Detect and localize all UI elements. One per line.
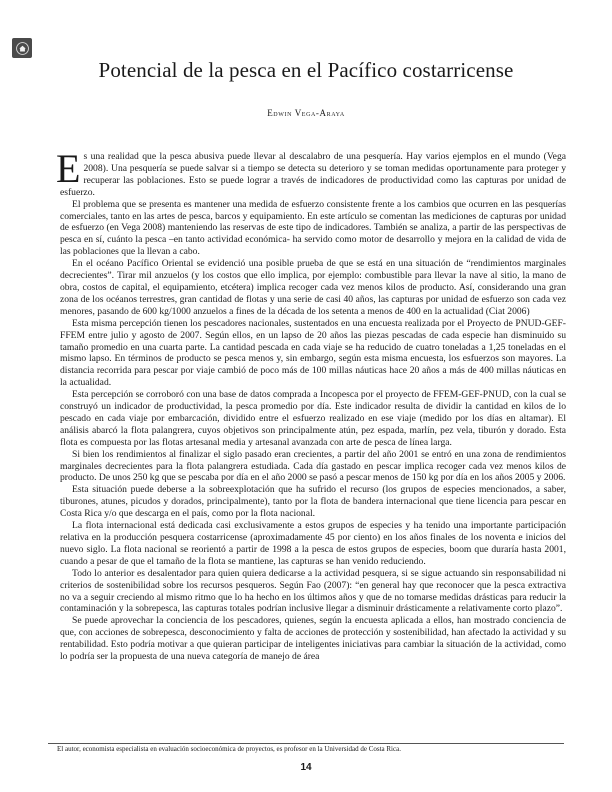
paragraph-1 (56, 146, 566, 199)
paragraph-10: Se puede aprovechar la conciencia de los pescadores, quienes, según la encuesta aplicada a ellos, han mostrado conciencia de que, con acciones de sobrepesca, desconocimiento y falta de acciones de protección y sostenibilidad, han afectado la actividad y su rentabilidad. Esto podría motivar a que quieran participar de inteligentes iniciativas para cambiar la situación de la actividad, como lo podría ser la propuesta de una nueva categoría de manejo de área (60, 615, 566, 663)
home-button[interactable] (12, 38, 32, 58)
paragraph-3: En el océano Pacífico Oriental se evidenció una posible prueba de que se está en una situación de “rendimientos marginales decrecientes”. Tirar mil anzuelos (y los costos que ello implica, por ejemplo: combustible para llevar la nave al sitio, la mano de obra, costos de capital, el equipamiento, etcétera) implica recoger cada vez menos kilos de producto. Así, considerando una gran zona de los océanos terrestres, gran cantidad de flotas y una serie de casi 40 años, las capturas por unidad de esfuerzo son cada vez menores, pasando de 600 kg/1000 anzuelos a fines de la década de los setenta a menos de 400 en la actualidad (Ciat 2006) (60, 258, 566, 317)
paragraph-2: El problema que se presenta es mantener una medida de esfuerzo consistente frente a los cambios que ocurren en las pesquerías comerciales, tanto en las artes de pesca, barcos y equipamiento. En este artículo se comentan las mediciones de capturas por unidad de esfuerzo (en Vega 2008) manteniendo las reservas de este tipo de indicadores. También se analiza, a partir de las perspectivas de pesca en sí, cuánto la pesca –en tanto actividad económica- ha servido como motor de desarrollo y mejora en la calidad de vida de las poblaciones que la llevan a cabo. (60, 198, 566, 258)
home-icon (16, 42, 29, 55)
author-name: Edwin Vega-Araya (267, 108, 345, 118)
paragraph-5: Esta percepción se corroboró con una base de datos comprada a Incopesca por el proyecto de FFEM-GEF-PNUD, con la cual se construyó un indicador de productividad, la pesca promedio por día. Este indicador resulta de dividir la cantidad en kilos de lo pescado en cada viaje por embarcación, dividido entre el esfuerzo realizado en ese viaje (medido por los días en altamar). El análisis abarcó la flota palangrera, cuyos objetivos son principalmente atún, pez espada, marlín, pez vela, tiburón y dorado. Esta flota es compuesta por las flotas artesanal media y artesanal avanzada con arte de pesca de línea larga. (60, 389, 566, 448)
footnote: El autor, economista especialista en evaluación socioeconómica de proyectos, es profesor en la Universidad de Costa Rica. (57, 745, 401, 753)
paragraph-4: Esta misma percepción tienen los pescadores nacionales, sustentados en una encuesta realizada por el Proyecto de PNUD-GEF-FFEM entre julio y agosto de 2007. Según ellos, en un lapso de 20 años las piezas pescadas de cada especie han disminuido su tamaño promedio en una cuarta parte. La cantidad pescada en cada viaje se ha reducido de cuatro toneladas a 1,25 toneladas en el mismo lapso. En términos de producto se pesca menos y, sin embargo, según esta misma encuesta, los esfuerzos son mayores. La distancia recorrida para pescar por viaje cambió de poco más de 100 millas náuticas hace 20 años a más de 400 millas náuticas en la actualidad. (60, 317, 566, 389)
paragraph-8: La flota internacional está dedicada casi exclusivamente a estos grupos de especies y ha tenido una importante participación relativa en la producción pesquera costarricense (aproximadamente 45 por ciento) en los años finales de los noventa e inicios del nuevo siglo. La flota nacional se reorientó a partir de 1998 a la pesca de estos grupos de especies, boom que duraría hasta 2001, cuando a pesar de que el tamaño de la flota se mantiene, las capturas se han venido reduciendo. (60, 520, 566, 567)
paragraph-6: Si bien los rendimientos al finalizar el siglo pasado eran crecientes, a partir del año 2001 se entró en una zona de rendimientos marginales decrecientes para la flota palangrera estudiada. Cada día gastado en pescar implica recoger cada vez menos kilos de producto. De unos 250 kg que se pescaba por día en el año 2000 se pasó a pescar menos de 150 kg por día en los años 2005 y 2006. (60, 448, 566, 484)
page-title: Potencial de la pesca en el Pacífico costarricense (98, 58, 514, 83)
paragraph-7: Esta situación puede deberse a la sobreexplotación que ha sufrido el recurso (los grupos de especies mencionados, a saber, tiburones, atunes, picudos y dorados, principalmente), tanto por la flota de bandera internacional que tiene licencia para pescar en Costa Rica y/o que descarga en el país, como por la flota nacional. (60, 484, 566, 520)
article-body (56, 146, 566, 663)
page-number: 14 (300, 762, 312, 773)
paragraph-text: s una realidad que la pesca abusiva puede llevar al descalabro de una pesquería. Hay varios ejemplos en el mundo (Vega 2008). Una pesquería se puede salvar si a tiempo se detecta su deterioro y se toman medidas oportunamente para proteger y recuperar las poblaciones. Esto se puede lograr a través de indicadores de productividad como las capturas por unidad de esfuerzo. (60, 151, 566, 198)
paragraph-9: Todo lo anterior es desalentador para quien quiera dedicarse a la actividad pesquera, si se sigue actuando sin responsabilidad ni criterios de sostenibilidad sobre los recursos pesqueros. Según Fao (2007): “en general hay que reconocer que la pesca extractiva no va a seguir creciendo al mismo ritmo que lo ha hecho en los últimos años y que de no tomarse medidas drásticas para reducir la contaminación y la sobrepesca, las capturas totales podrían inclusive llegar a disminuir drásticamente a relativamente corto plazo”. (60, 567, 566, 615)
drop-cap: E (56, 146, 81, 191)
footnote-divider (48, 743, 564, 744)
